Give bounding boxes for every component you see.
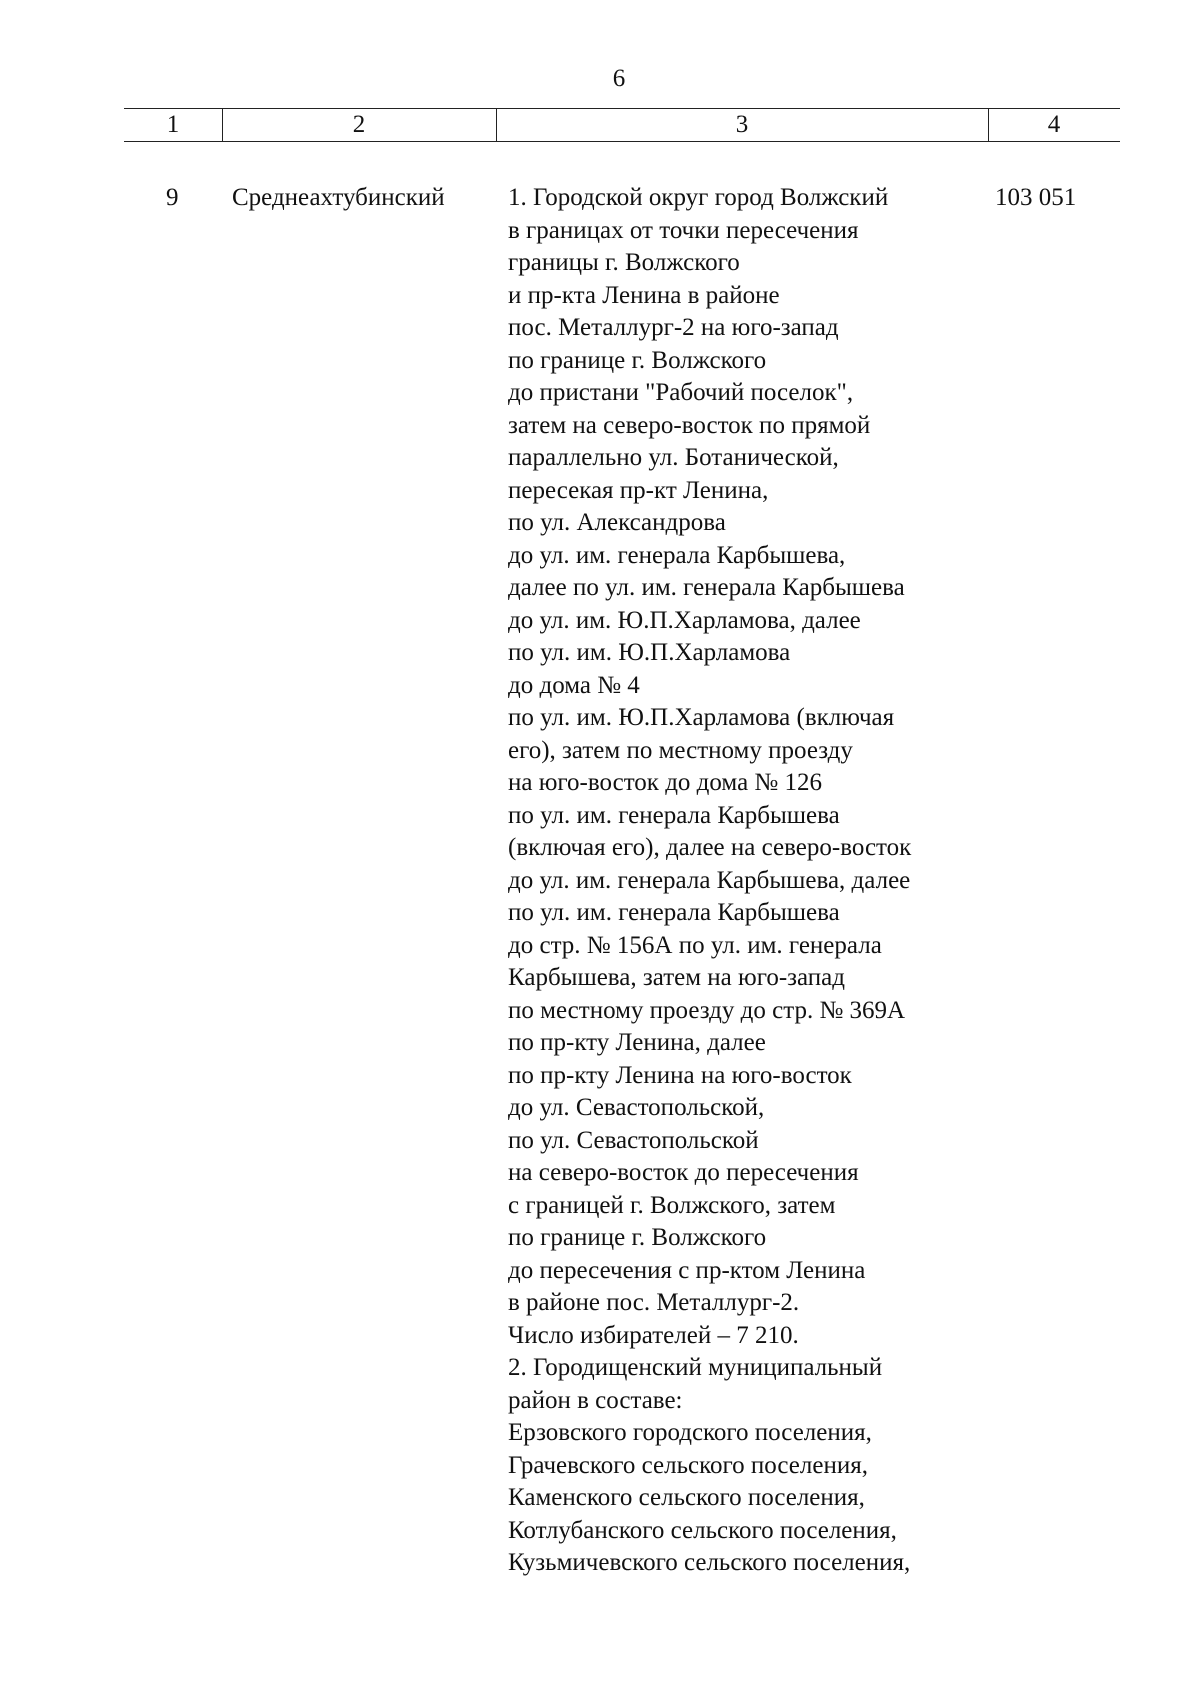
page-number: 6 (612, 65, 626, 92)
header-col-3: 3 (735, 111, 749, 138)
description-line: по пр-кту Ленина, далее (508, 1029, 766, 1056)
description-line: по границе г. Волжского (508, 1224, 767, 1251)
description-line: на юго-восток до дома № 126 (508, 769, 823, 796)
description-line: район в составе: (508, 1386, 683, 1414)
header-col-1: 1 (166, 111, 180, 138)
description-line: Каменского сельского поселения, (508, 1484, 865, 1511)
description-line: по ул. Севастопольской (508, 1126, 759, 1154)
description-line: по ул. им. Ю.П.Харламова (включая (508, 704, 895, 731)
description-line: на северо-восток до пересечения (508, 1159, 859, 1186)
voter-count: 103 051 (995, 184, 1077, 211)
description-line: по ул. им. генерала Карбышева (508, 899, 840, 926)
description-line: по пр-кту Ленина на юго-восток (508, 1061, 852, 1089)
description-line: до дома № 4 (508, 671, 640, 699)
header-col-4: 4 (1047, 111, 1061, 138)
description-line: в границах от точки пересечения (508, 216, 859, 244)
description-line: до ул. им. генерала Карбышева, (508, 541, 846, 569)
description-line: Карбышева, затем на юго-запад (508, 964, 845, 991)
description-line: по ул. Александрова (508, 509, 726, 536)
description-line: до ул. им. генерала Карбышева, далее (508, 866, 911, 894)
description-line: Кузьмичевского сельского поселения, (508, 1549, 911, 1576)
description-line: параллельно ул. Ботанической, (508, 444, 839, 471)
district-description (508, 182, 988, 1580)
description-line: (включая его), далее на северо-восток (508, 834, 912, 861)
description-line: по ул. им. генерала Карбышева (508, 801, 840, 829)
description-line: пересекая пр-кт Ленина, (508, 476, 769, 504)
description-line: до ул. Севастопольской, (508, 1094, 765, 1121)
description-line: и пр-кта Ленина в районе (508, 281, 780, 309)
row-number: 9 (166, 184, 179, 211)
description-line: до ул. им. Ю.П.Харламова, далее (508, 606, 861, 634)
description-line: по местному проезду до стр. № 369А (508, 996, 906, 1024)
description-line: до пересечения с пр-ктом Ленина (508, 1256, 866, 1284)
description-line: по ул. им. Ю.П.Харламова (508, 639, 791, 666)
description-line: пос. Металлург-2 на юго-запад (508, 314, 839, 341)
district-name: Среднеахтубинский (232, 184, 445, 211)
table-header (124, 108, 1120, 142)
description-line: далее по ул. им. генерала Карбышева (508, 574, 905, 601)
description-line: с границей г. Волжского, затем (508, 1191, 836, 1219)
description-line: в районе пос. Металлург-2. (508, 1289, 800, 1316)
description-line: Котлубанского сельского поселения, (508, 1516, 897, 1544)
description-line: его), затем по местному проезду (508, 736, 853, 764)
description-line: Число избирателей – 7 210. (508, 1321, 799, 1349)
description-line: границы г. Волжского (508, 249, 740, 276)
description-line: до пристани "Рабочий поселок", (508, 379, 854, 406)
description-line: затем на северо-восток по прямой (508, 411, 871, 439)
description-line: 2. Городищенский муниципальный (508, 1354, 883, 1381)
description-line: по границе г. Волжского (508, 346, 767, 374)
description-line: 1. Городской округ город Волжский (508, 184, 889, 211)
description-line: Ерзовского городского поселения, (508, 1419, 872, 1446)
description-line: Грачевского сельского поселения, (508, 1451, 868, 1479)
description-line: до стр. № 156А по ул. им. генерала (508, 931, 882, 959)
header-col-2: 2 (352, 111, 366, 138)
